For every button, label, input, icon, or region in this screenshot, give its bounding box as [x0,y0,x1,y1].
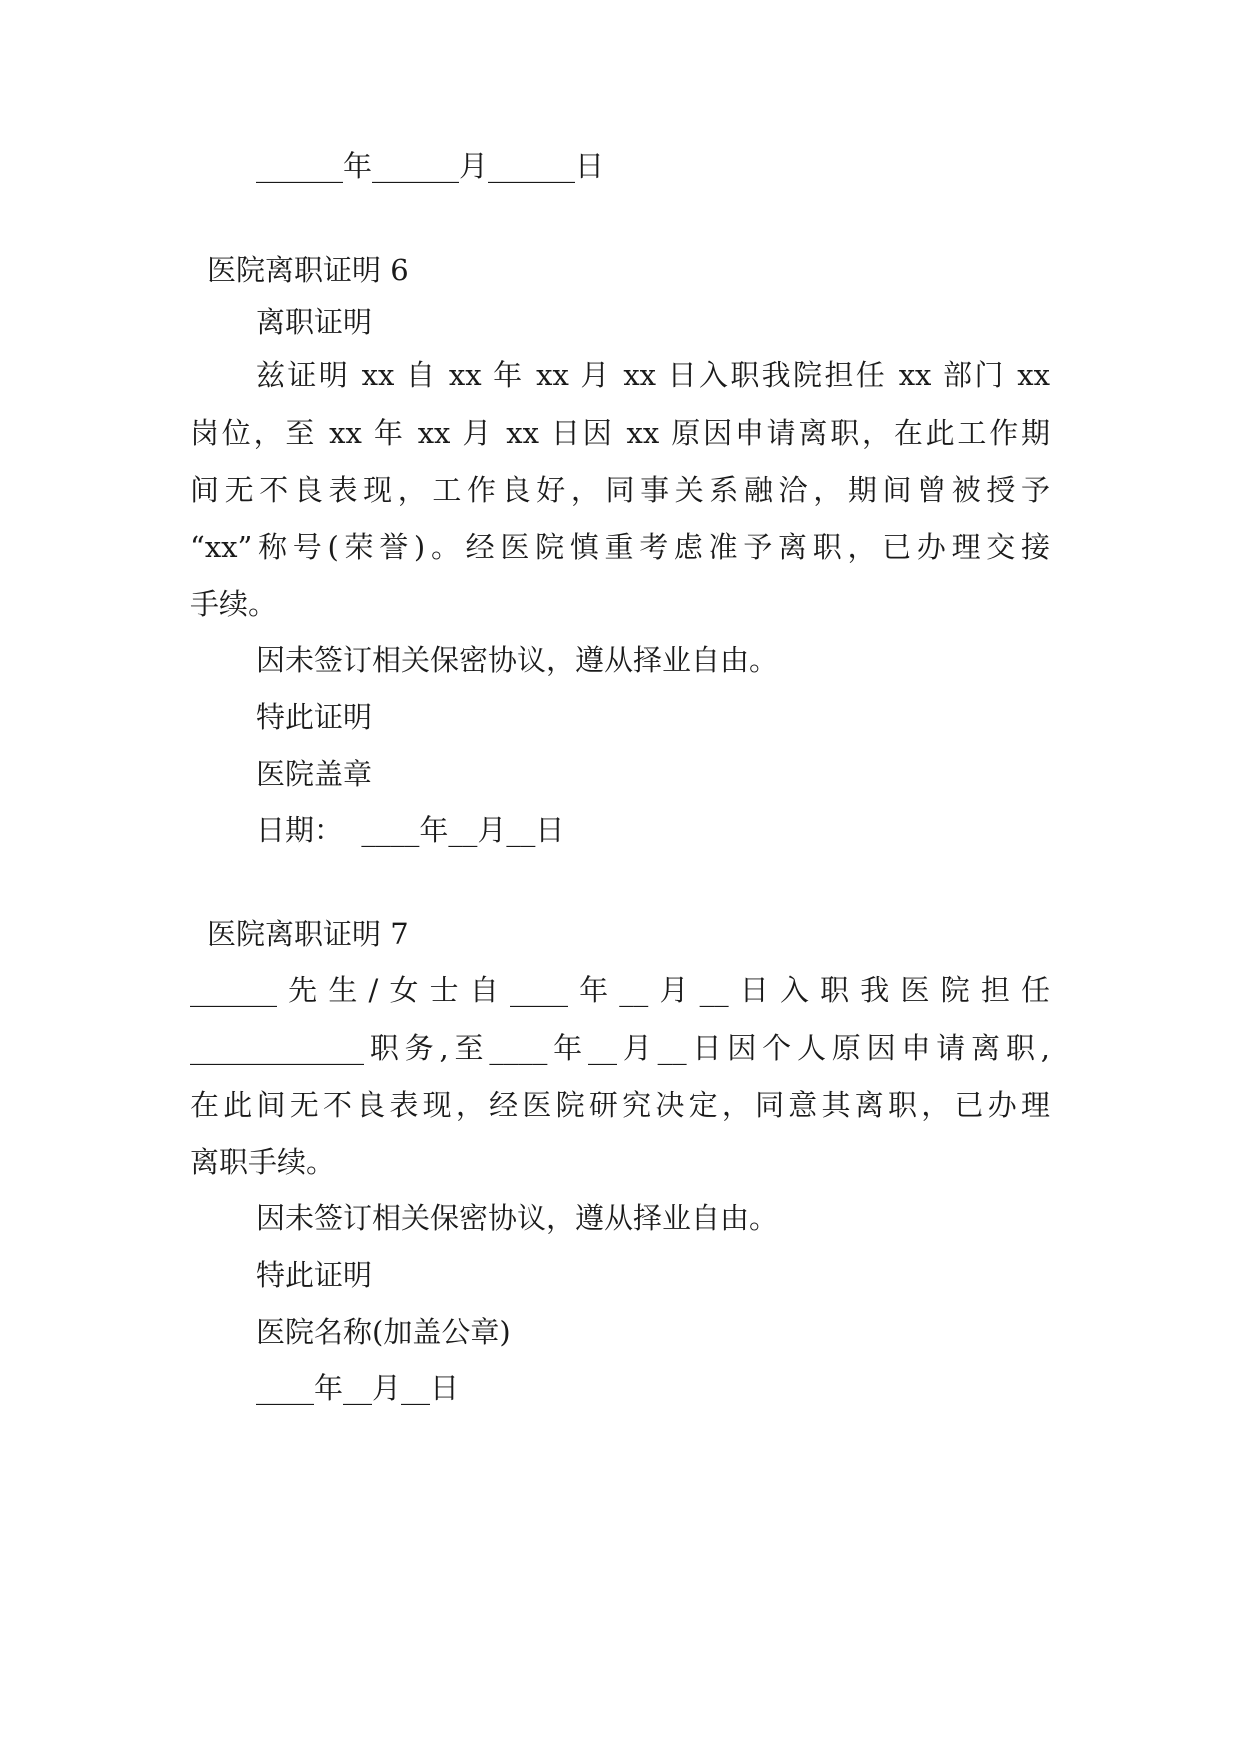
section-7-body-line-1: ______先生/女士自____年__月__日入职我医院担任 [190,973,1050,1007]
section-7-date: ____年__月__日 [256,1371,460,1405]
section-6-body-line-2: 岗位，至 xx 年 xx 月 xx 日因 xx 原因申请离职，在此工作期 [190,416,1050,450]
section-6-date: 日期： ____年__月__日 [256,813,565,847]
section-6-body-line-3: 间无不良表现，工作良好，同事关系融洽，期间曾被授予 [190,473,1050,507]
section-6-seal: 医院盖章 [256,757,373,791]
section-6-body-line-4: “xx”称号(荣誉)。经医院慎重考虑准予离职，已办理交接 [190,530,1050,564]
section-7-certify: 特此证明 [256,1258,373,1292]
section-7-body-line-2: ____________职务,至____年__月__日因个人原因申请离职, [190,1031,1050,1065]
section-7-confidentiality: 因未签订相关保密协议，遵从择业自由。 [256,1201,779,1235]
section-6-title: 离职证明 [256,305,373,339]
section-7-body-line-3: 在此间无不良表现，经医院研究决定，同意其离职，已办理 [190,1088,1050,1122]
section-6-body-line-5: 手续。 [190,587,278,621]
section-6-body-line-1: 兹证明 xx 自 xx 年 xx 月 xx 日入职我院担任 xx 部门 xx [256,358,1050,392]
section-7-heading: 医院离职证明 7 [207,917,409,951]
section-6-confidentiality: 因未签订相关保密协议，遵从择业自由。 [256,643,779,677]
section-6-heading: 医院离职证明 6 [207,253,409,287]
section-7-name-seal: 医院名称(加盖公章) [256,1315,511,1349]
section-7-body-line-4: 离职手续。 [190,1145,336,1179]
top-date-line: ______年______月______日 [256,149,605,183]
section-6-certify: 特此证明 [256,700,373,734]
